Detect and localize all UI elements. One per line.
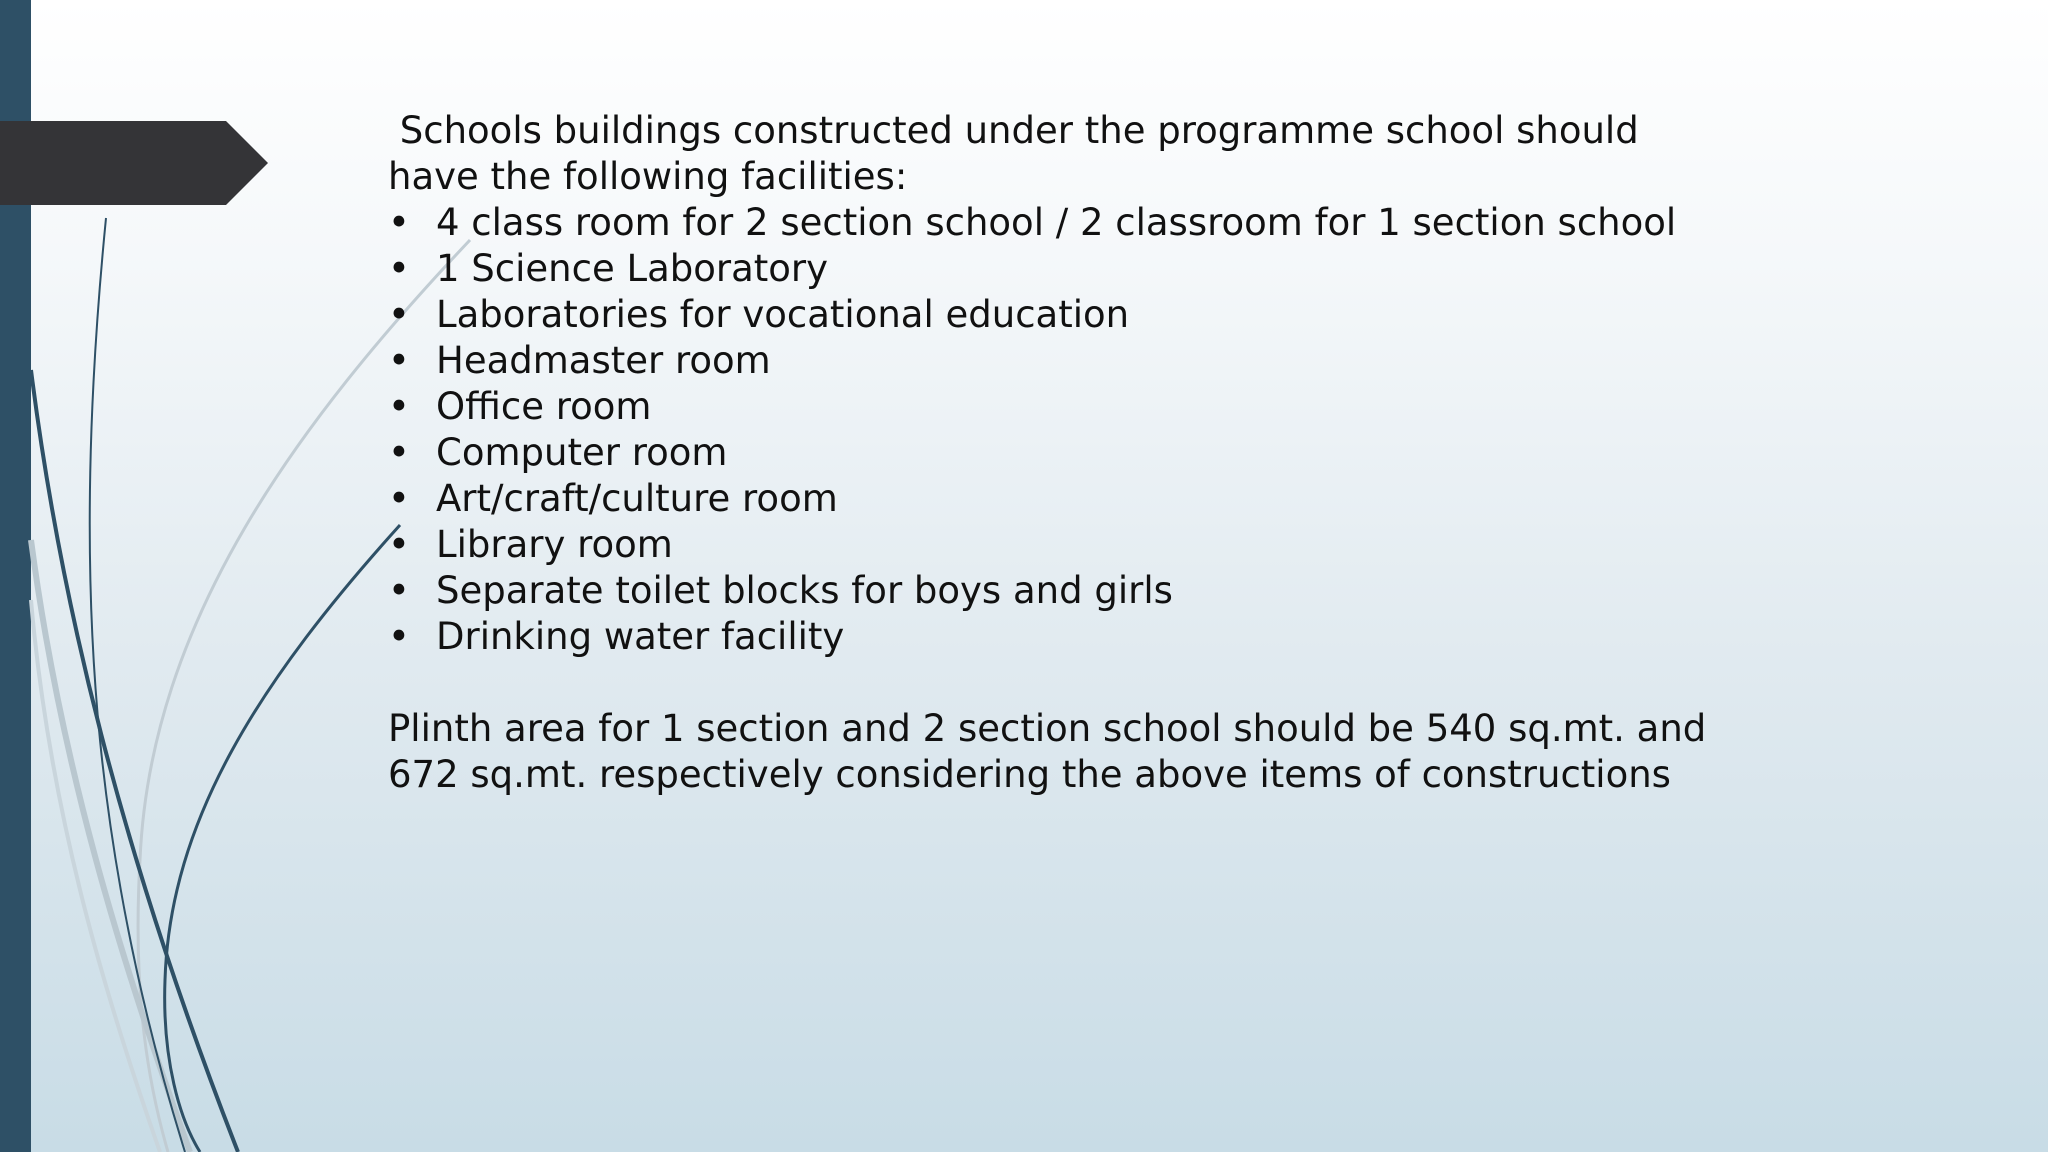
list-item-text: Laboratories for vocational education <box>436 293 1130 336</box>
curve-light-2 <box>31 540 190 1152</box>
bullet-icon: • <box>388 201 410 244</box>
curve-dark-1 <box>90 218 185 1152</box>
curve-dark-3 <box>165 525 400 1152</box>
curve-dark-2 <box>31 370 238 1152</box>
list-item <box>388 614 1708 660</box>
curve-light-3 <box>31 600 160 1152</box>
bullet-icon: • <box>388 385 410 428</box>
bullet-icon: • <box>388 523 410 566</box>
title-pointer-tab <box>0 121 268 205</box>
pointer-tab-shape <box>0 121 268 205</box>
list-item <box>388 338 1708 384</box>
list-item-text: Computer room <box>436 431 728 474</box>
list-item-text: Drinking water facility <box>436 615 845 658</box>
bullet-icon: • <box>388 293 410 336</box>
list-item <box>388 476 1708 522</box>
facilities-list <box>388 200 1708 660</box>
list-item <box>388 568 1708 614</box>
bullet-icon: • <box>388 569 410 612</box>
list-item-text: Office room <box>436 385 652 428</box>
bullet-icon: • <box>388 247 410 290</box>
list-item-text: Separate toilet blocks for boys and girls <box>436 569 1173 612</box>
list-item-text: Library room <box>436 523 673 566</box>
bullet-icon: • <box>388 615 410 658</box>
list-item <box>388 522 1708 568</box>
list-item-text: Art/craft/culture room <box>436 477 838 520</box>
bullet-icon: • <box>388 431 410 474</box>
list-item <box>388 292 1708 338</box>
list-item <box>388 200 1708 246</box>
plinth-area-text: Plinth area for 1 section and 2 section school should be 540 sq.mt. and 672 sq.mt. respectively considering the above items of constructions <box>388 707 1707 796</box>
list-item <box>388 430 1708 476</box>
bullet-icon: • <box>388 339 410 382</box>
list-item-text: 1 Science Laboratory <box>436 247 829 290</box>
list-item <box>388 246 1708 292</box>
intro-text: Schools buildings constructed under the programme school should have the following facilities: <box>388 109 1651 198</box>
bullet-icon: • <box>388 477 410 520</box>
slide-content <box>388 108 1708 798</box>
list-item-text: 4 class room for 2 section school / 2 classroom for 1 section school <box>436 201 1677 244</box>
list-item <box>388 384 1708 430</box>
list-item-text: Headmaster room <box>436 339 771 382</box>
